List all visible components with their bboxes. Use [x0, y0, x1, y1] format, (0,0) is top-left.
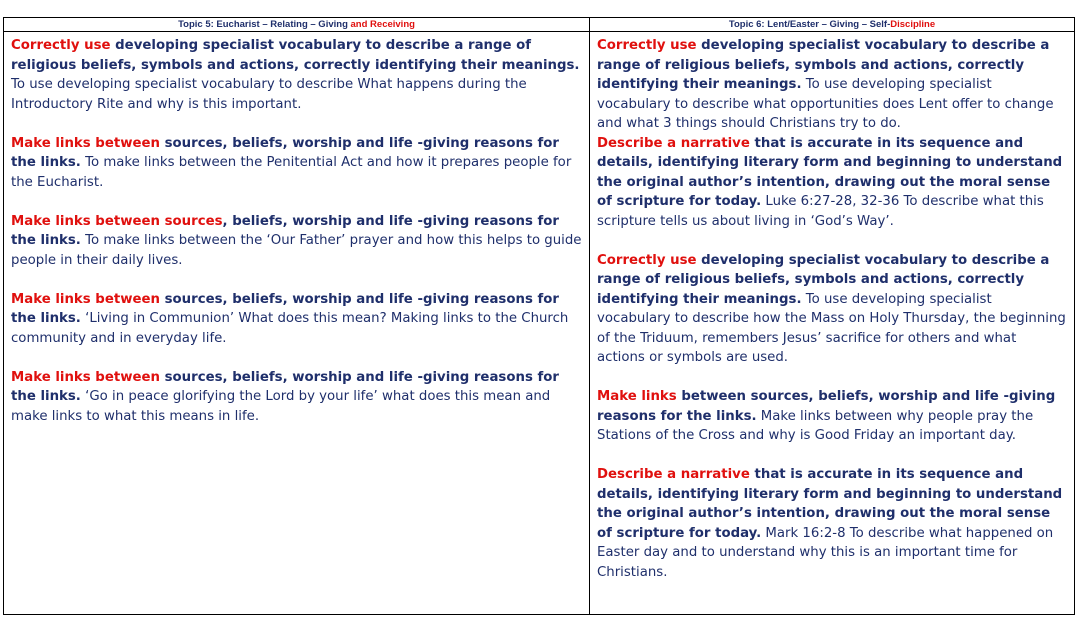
objective-description: ‘Go in peace glorifying the Lord by your life’ what does this mean and make links to what this means in life. — [11, 389, 551, 424]
objective-description: To use developing specialist vocabulary to describe how the Mass on Holy Thursday, the beginning of the Triduum, remembers Jesus’ sacrifice for others and what actions or symbols are used. — [597, 291, 1066, 365]
topic5-heading-highlight: and Receiving — [350, 19, 415, 30]
objective-keyword: Make links — [597, 389, 677, 404]
objective-item — [11, 212, 583, 271]
objective-item — [11, 134, 583, 193]
objective-description: Luke 6:27-28, 32-36 To describe what this scripture tells us about living in ‘God’s Way’. — [597, 194, 1044, 229]
topic6-heading — [590, 18, 1074, 32]
objective-keyword: Describe a narrative — [597, 135, 750, 151]
objective-skill: developing specialist vocabulary to describe a range of religious beliefs, symbols and actions, correctly identifying their meanings. — [597, 252, 1050, 307]
topic5-body — [4, 32, 589, 426]
objective-description: To use developing specialist vocabulary to describe What happens during the Introductory Rite and why is this important. — [11, 77, 527, 112]
topic5-heading — [4, 18, 589, 32]
objective-item — [11, 368, 583, 427]
objective-skill: , beliefs, worship and life -giving reasons for the links. — [11, 213, 559, 248]
objective-skill: that is accurate in its sequence and details, identifying literary form and beginning to understand the original author’s intention, drawing out the moral sense of scripture for today. — [597, 467, 1063, 541]
objective-keyword: Make links between — [11, 291, 160, 307]
objective-item — [597, 36, 1068, 134]
objective-skill: sources, beliefs, worship and life -giving reasons for the links. — [11, 369, 559, 404]
objective-keyword: Correctly use — [597, 252, 697, 268]
topics-table — [3, 17, 1075, 615]
objective-description: To make links between the Penitential Act and how it prepares people for the Eucharist. — [11, 155, 572, 190]
topic6-body — [590, 32, 1074, 582]
objective-description: To make links between the ‘Our Father’ prayer and how this helps to guide people in their daily lives. — [11, 233, 582, 268]
topic6-heading-text: Topic 6: Lent/Easter – Giving – Self- — [728, 19, 891, 30]
topic6-column — [590, 18, 1074, 614]
objective-description: ‘Living in Communion’ What does this mean? Making links to the Church community and in everyday life. — [11, 311, 569, 346]
objective-skill: developing specialist vocabulary to describe a range of religious beliefs, symbols and actions, correctly identifying their meanings. — [11, 38, 580, 73]
objective-item — [11, 290, 583, 349]
topic5-column — [4, 18, 590, 614]
objective-keyword: Make links between — [11, 369, 160, 385]
objective-keyword: Make links between — [11, 135, 160, 151]
topic6-heading-highlight: Discipline — [890, 19, 936, 30]
objective-description: Mark 16:2-8 To describe what happened on Easter day and to understand why this is an important time for Christians. — [597, 525, 1054, 580]
objective-skill: sources, beliefs, worship and life -giving reasons for the links. — [11, 291, 559, 326]
objective-keyword: Describe a narrative — [597, 467, 750, 482]
objective-item — [11, 36, 583, 114]
objective-keyword: Correctly use — [597, 38, 697, 53]
objective-skill: between sources, beliefs, worship and life -giving reasons for the links. — [597, 389, 1056, 424]
objective-item — [597, 251, 1068, 368]
objective-keyword: Make links between sources — [11, 213, 223, 229]
objective-skill: developing specialist vocabulary to describe a range of religious beliefs, symbols and actions, correctly identifying their meanings. — [597, 38, 1050, 92]
objective-description: To use developing specialist vocabulary to describe what opportunities does Lent offer to change and what 3 things should Christians try to do. — [597, 77, 1054, 131]
objective-item — [597, 465, 1068, 582]
objective-description: Make links between why people pray the Stations of the Cross and why is Good Friday an important day. — [597, 408, 1034, 443]
objective-item — [597, 134, 1068, 232]
objective-keyword: Correctly use — [11, 38, 111, 53]
objective-skill: that is accurate in its sequence and details, identifying literary form and beginning to understand the original author’s intention, drawing out the moral sense of scripture for today. — [597, 135, 1063, 209]
topic5-heading-text: Topic 5: Eucharist – Relating – Giving — [178, 19, 351, 30]
objective-skill: sources, beliefs, worship and life -giving reasons for the links. — [11, 135, 559, 170]
objective-item — [597, 387, 1068, 446]
